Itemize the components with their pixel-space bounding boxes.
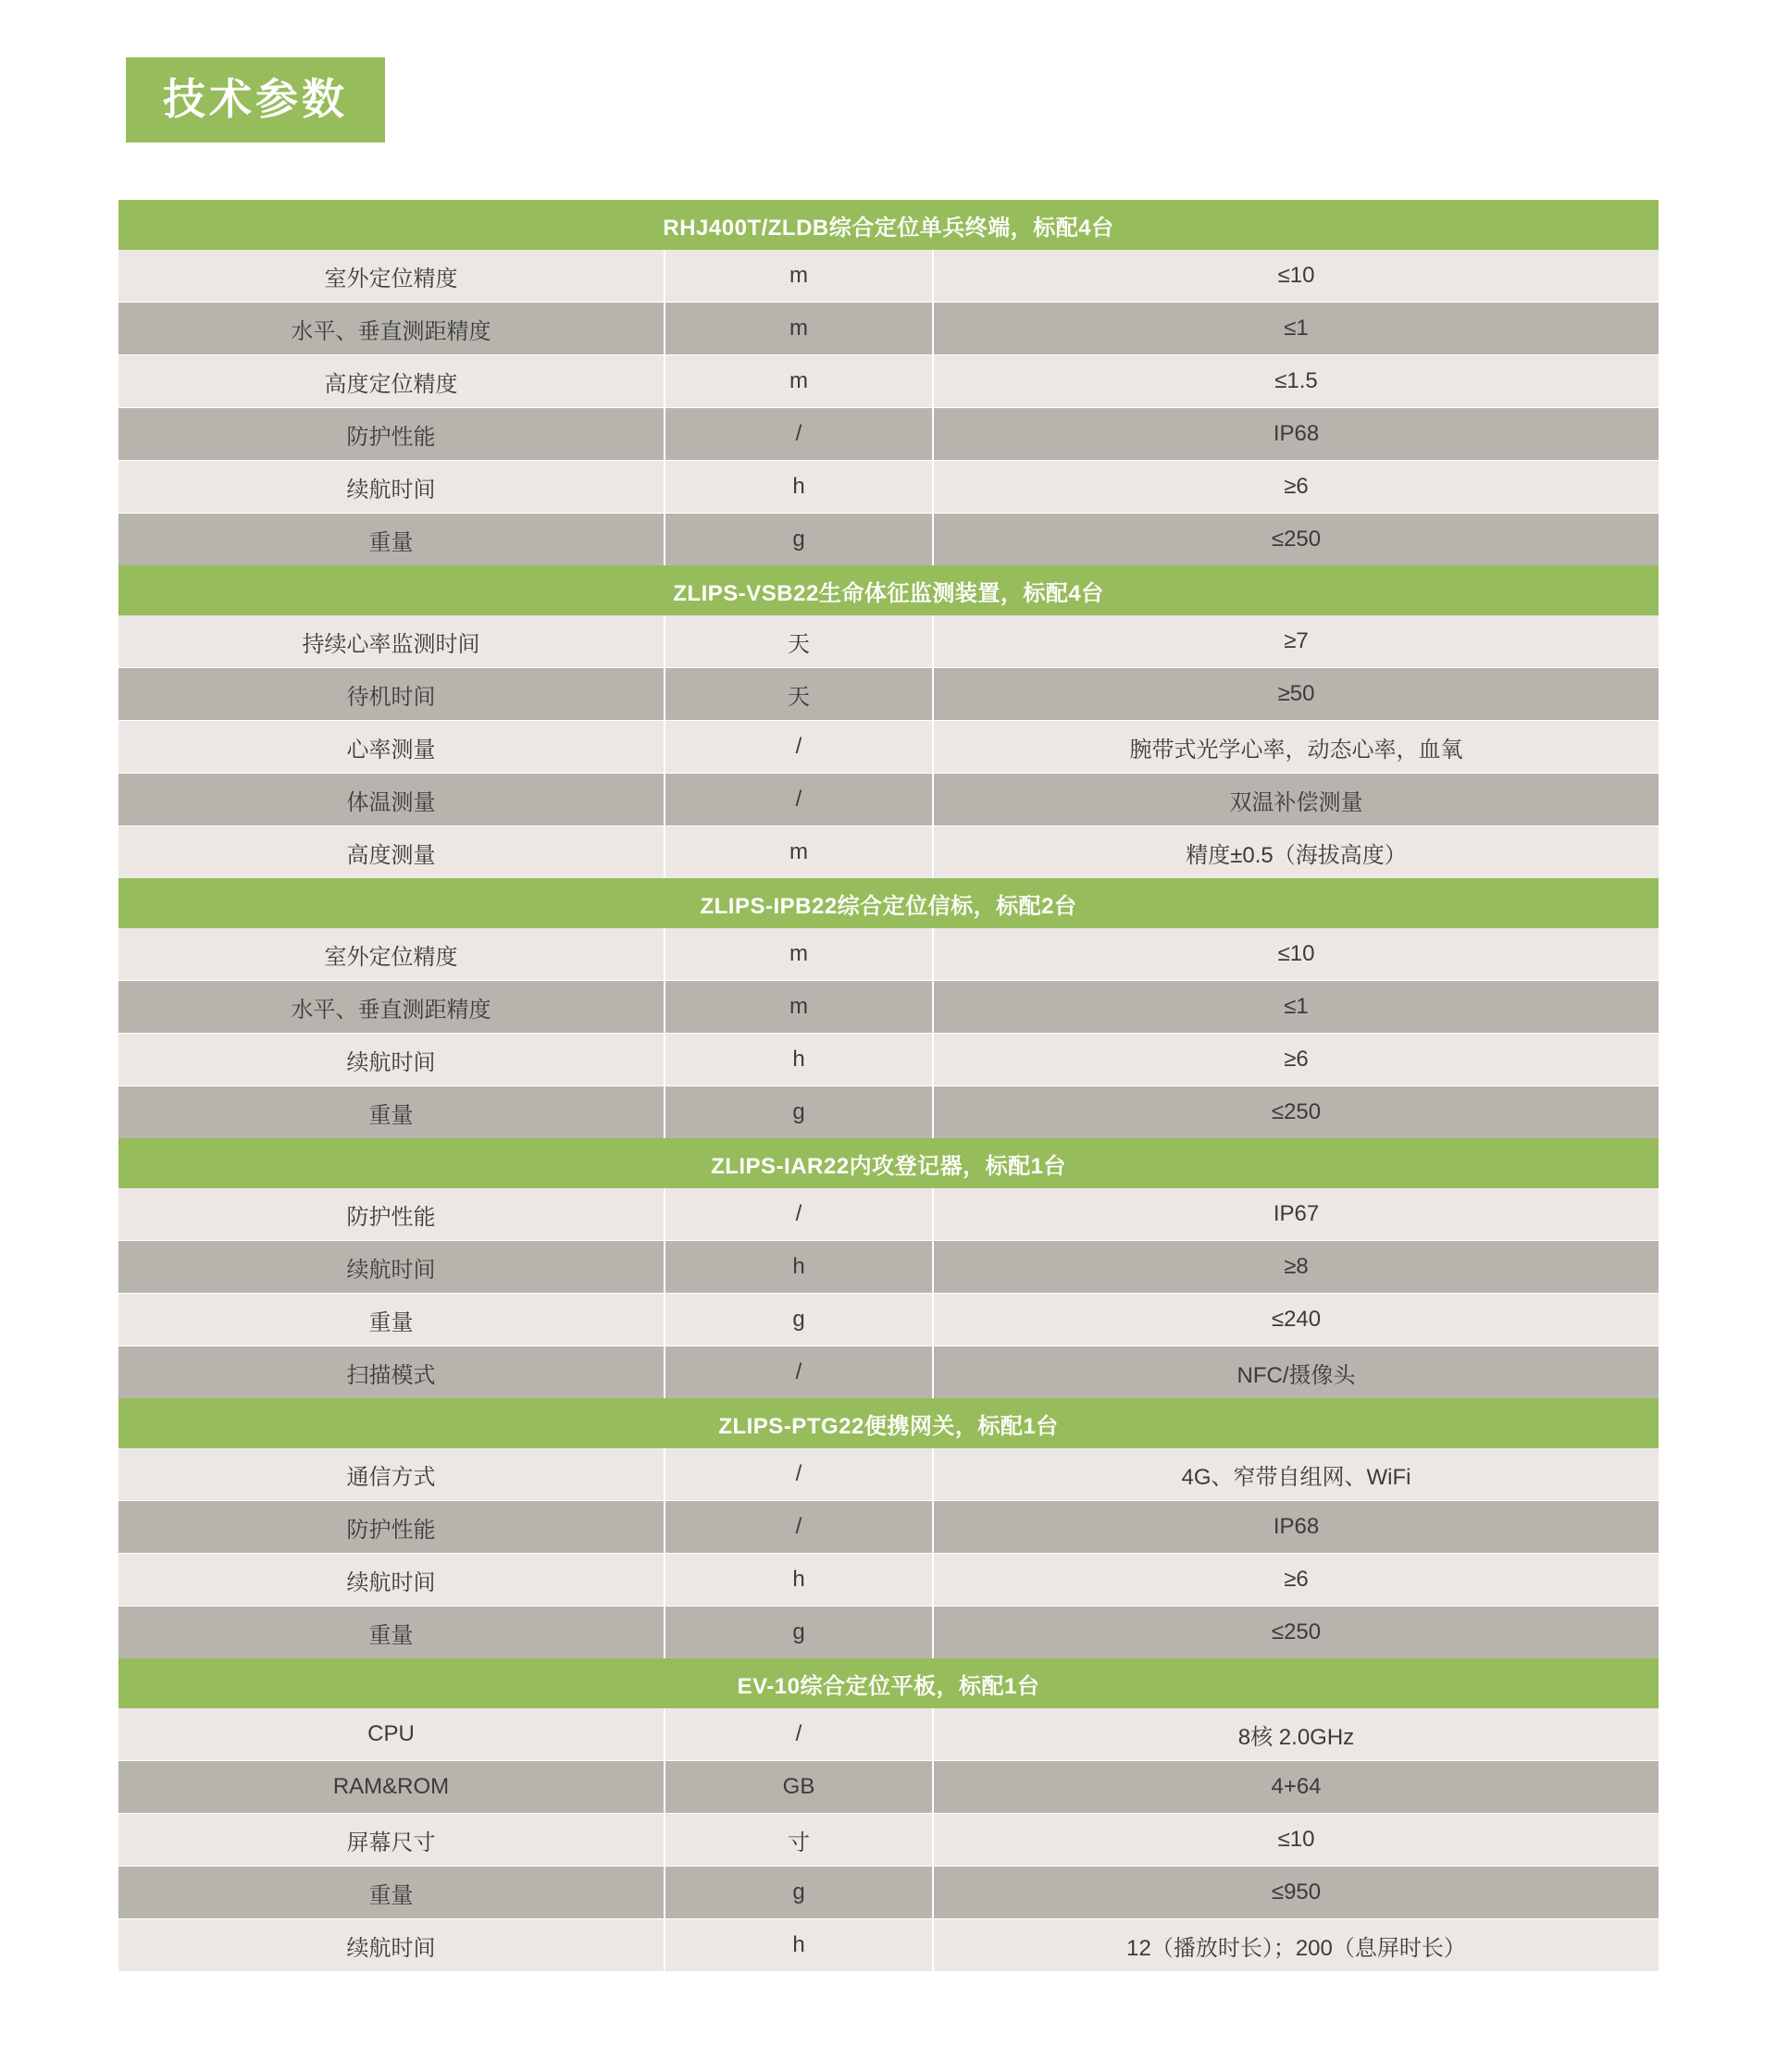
spec-unit: g bbox=[665, 1867, 933, 1919]
spec-unit: m bbox=[665, 250, 933, 303]
spec-unit: h bbox=[665, 1241, 933, 1294]
table-body bbox=[118, 200, 1659, 1971]
group-header-label: RHJ400T/ZLDB综合定位单兵终端，标配4台 bbox=[118, 200, 1659, 250]
spec-unit: m bbox=[665, 981, 933, 1034]
spec-value: ≥8 bbox=[933, 1241, 1659, 1294]
spec-unit: / bbox=[665, 1708, 933, 1761]
spec-value: ≤1 bbox=[933, 303, 1659, 355]
spec-unit: / bbox=[665, 1346, 933, 1399]
table-row bbox=[118, 981, 1659, 1034]
spec-value: IP68 bbox=[933, 408, 1659, 461]
spec-value: 腕带式光学心率，动态心率，血氧 bbox=[933, 721, 1659, 774]
spec-name: 扫描模式 bbox=[118, 1346, 665, 1399]
spec-name: 防护性能 bbox=[118, 408, 665, 461]
spec-unit: g bbox=[665, 1607, 933, 1659]
table-row bbox=[118, 1294, 1659, 1346]
spec-unit: / bbox=[665, 1448, 933, 1501]
group-header-row bbox=[118, 1138, 1659, 1188]
spec-unit: / bbox=[665, 774, 933, 826]
spec-name: 重量 bbox=[118, 1867, 665, 1919]
spec-name: 续航时间 bbox=[118, 461, 665, 514]
spec-unit: m bbox=[665, 826, 933, 879]
spec-value: ≤250 bbox=[933, 514, 1659, 566]
technical-specs-table bbox=[118, 200, 1659, 1971]
spec-name: 重量 bbox=[118, 1607, 665, 1659]
spec-name: CPU bbox=[118, 1708, 665, 1761]
table-row bbox=[118, 1188, 1659, 1241]
spec-unit: h bbox=[665, 1919, 933, 1972]
group-header-label: ZLIPS-VSB22生命体征监测装置，标配4台 bbox=[118, 565, 1659, 615]
spec-value: ≥50 bbox=[933, 668, 1659, 721]
group-header-row bbox=[118, 878, 1659, 928]
spec-value: ≤950 bbox=[933, 1867, 1659, 1919]
table-row bbox=[118, 1607, 1659, 1659]
table-row bbox=[118, 1346, 1659, 1399]
spec-unit: g bbox=[665, 514, 933, 566]
table-row bbox=[118, 826, 1659, 879]
spec-name: 室外定位精度 bbox=[118, 928, 665, 981]
spec-name: 待机时间 bbox=[118, 668, 665, 721]
spec-unit: GB bbox=[665, 1761, 933, 1814]
spec-value: 精度±0.5（海拔高度） bbox=[933, 826, 1659, 879]
spec-value: ≤10 bbox=[933, 928, 1659, 981]
spec-unit: h bbox=[665, 461, 933, 514]
table-row bbox=[118, 1919, 1659, 1972]
table-row bbox=[118, 1554, 1659, 1607]
spec-name: 续航时间 bbox=[118, 1034, 665, 1086]
spec-value: ≤10 bbox=[933, 1814, 1659, 1867]
spec-name: 体温测量 bbox=[118, 774, 665, 826]
group-header-label: EV-10综合定位平板，标配1台 bbox=[118, 1658, 1659, 1708]
table-row bbox=[118, 303, 1659, 355]
spec-value: 4+64 bbox=[933, 1761, 1659, 1814]
spec-name: 屏幕尺寸 bbox=[118, 1814, 665, 1867]
spec-name: RAM&ROM bbox=[118, 1761, 665, 1814]
group-header-row bbox=[118, 565, 1659, 615]
spec-value: 12（播放时长）；200（息屏时长） bbox=[933, 1919, 1659, 1972]
page-title: 技术参数 bbox=[126, 57, 385, 143]
spec-unit: / bbox=[665, 408, 933, 461]
group-header-row bbox=[118, 1398, 1659, 1448]
spec-value: ≥6 bbox=[933, 461, 1659, 514]
table-row bbox=[118, 1086, 1659, 1139]
spec-unit: / bbox=[665, 721, 933, 774]
spec-unit: m bbox=[665, 303, 933, 355]
table-row bbox=[118, 355, 1659, 408]
spec-name: 室外定位精度 bbox=[118, 250, 665, 303]
spec-unit: g bbox=[665, 1294, 933, 1346]
table-row bbox=[118, 615, 1659, 668]
spec-name: 防护性能 bbox=[118, 1188, 665, 1241]
table-row bbox=[118, 461, 1659, 514]
spec-unit: h bbox=[665, 1554, 933, 1607]
table-row bbox=[118, 721, 1659, 774]
spec-value: NFC/摄像头 bbox=[933, 1346, 1659, 1399]
group-header-label: ZLIPS-IAR22内攻登记器，标配1台 bbox=[118, 1138, 1659, 1188]
table-row bbox=[118, 668, 1659, 721]
spec-value: ≤10 bbox=[933, 250, 1659, 303]
spec-value: ≤1 bbox=[933, 981, 1659, 1034]
spec-name: 高度定位精度 bbox=[118, 355, 665, 408]
spec-name: 重量 bbox=[118, 1294, 665, 1346]
table-row bbox=[118, 1814, 1659, 1867]
spec-value: ≤1.5 bbox=[933, 355, 1659, 408]
spec-unit: g bbox=[665, 1086, 933, 1139]
spec-value: IP68 bbox=[933, 1501, 1659, 1554]
spec-name: 续航时间 bbox=[118, 1554, 665, 1607]
spec-value: ≤250 bbox=[933, 1607, 1659, 1659]
table-row bbox=[118, 1241, 1659, 1294]
spec-unit: 天 bbox=[665, 668, 933, 721]
spec-name: 重量 bbox=[118, 514, 665, 566]
table-row bbox=[118, 1761, 1659, 1814]
spec-name: 通信方式 bbox=[118, 1448, 665, 1501]
spec-value: 8核 2.0GHz bbox=[933, 1708, 1659, 1761]
group-header-label: ZLIPS-IPB22综合定位信标，标配2台 bbox=[118, 878, 1659, 928]
spec-value: ≥6 bbox=[933, 1554, 1659, 1607]
table-row bbox=[118, 1867, 1659, 1919]
spec-unit: / bbox=[665, 1188, 933, 1241]
spec-value: ≥6 bbox=[933, 1034, 1659, 1086]
table-row bbox=[118, 250, 1659, 303]
spec-name: 续航时间 bbox=[118, 1919, 665, 1972]
spec-value: IP67 bbox=[933, 1188, 1659, 1241]
spec-name: 续航时间 bbox=[118, 1241, 665, 1294]
spec-unit: 寸 bbox=[665, 1814, 933, 1867]
spec-value: 4G、窄带自组网、WiFi bbox=[933, 1448, 1659, 1501]
spec-value: 双温补偿测量 bbox=[933, 774, 1659, 826]
table-row bbox=[118, 928, 1659, 981]
group-header-label: ZLIPS-PTG22便携网关，标配1台 bbox=[118, 1398, 1659, 1448]
table-row bbox=[118, 514, 1659, 566]
spec-unit: h bbox=[665, 1034, 933, 1086]
spec-unit: m bbox=[665, 355, 933, 408]
table-row bbox=[118, 774, 1659, 826]
table-row bbox=[118, 1501, 1659, 1554]
group-header-row bbox=[118, 1658, 1659, 1708]
table-row bbox=[118, 1708, 1659, 1761]
table-row bbox=[118, 1034, 1659, 1086]
spec-unit: 天 bbox=[665, 615, 933, 668]
spec-unit: m bbox=[665, 928, 933, 981]
spec-name: 心率测量 bbox=[118, 721, 665, 774]
spec-name: 水平、垂直测距精度 bbox=[118, 303, 665, 355]
spec-name: 重量 bbox=[118, 1086, 665, 1139]
group-header-row bbox=[118, 200, 1659, 250]
spec-name: 水平、垂直测距精度 bbox=[118, 981, 665, 1034]
table-row bbox=[118, 408, 1659, 461]
spec-unit: / bbox=[665, 1501, 933, 1554]
spec-name: 持续心率监测时间 bbox=[118, 615, 665, 668]
spec-value: ≥7 bbox=[933, 615, 1659, 668]
table-row bbox=[118, 1448, 1659, 1501]
spec-name: 高度测量 bbox=[118, 826, 665, 879]
spec-name: 防护性能 bbox=[118, 1501, 665, 1554]
spec-value: ≤240 bbox=[933, 1294, 1659, 1346]
spec-value: ≤250 bbox=[933, 1086, 1659, 1139]
